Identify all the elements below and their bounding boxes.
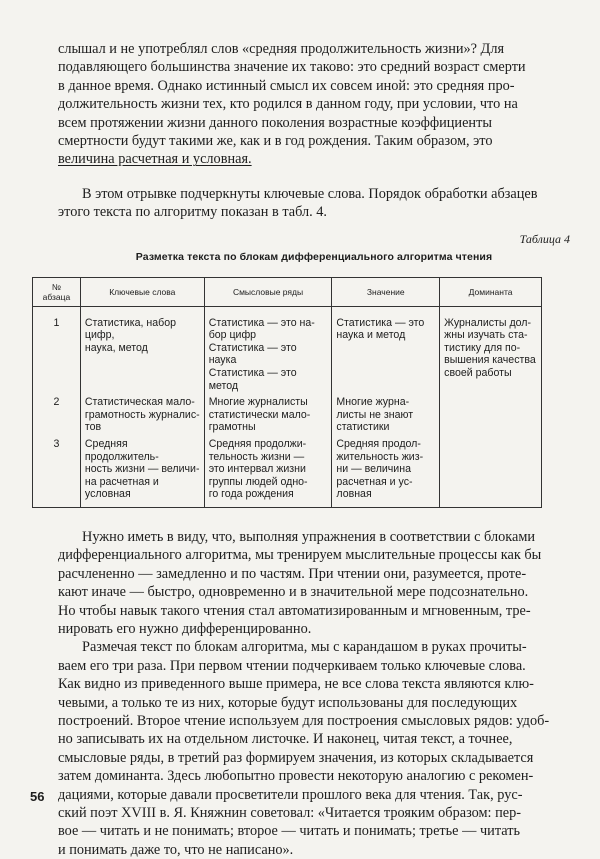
text-line: но записывать их на отдельном листочке. И наконец, читая текст, а точнее, <box>58 731 513 748</box>
header-dominant: Доминанта <box>440 277 542 306</box>
text-line: дифференциального алгоритма, мы тренируем мыслительные процессы как бы <box>58 547 542 564</box>
cell-semantic: Статистика — это на- бор цифр Статистика — это наука Статистика — это метод <box>204 306 332 392</box>
text-line: расчлененно — замедленно и по частям. При чтении они, разумеется, проте- <box>58 565 527 582</box>
text-line: подавляющего большинства значение их таково: это средний возраст смерти <box>58 59 526 76</box>
page-number: 56 <box>30 789 45 804</box>
cell-semantic: Многие журналисты статистически мало- грамотны <box>204 392 332 434</box>
text-line: в данное время. Однако истинный смысл их совсем иной: это средняя про- <box>58 77 515 94</box>
text-line: Нужно иметь в виду, что, выполняя упражнения в соответствии с блоками <box>82 528 536 545</box>
text-line: слышал и не употреблял слов «средняя продолжительность жизни»? Для <box>58 41 505 57</box>
cell-meaning: Многие журна- листы не знают статистики <box>332 392 440 434</box>
cell-dominant <box>440 392 542 434</box>
cell-semantic: Средняя продолжи- тельность жизни — это интервал жизни группы людей одно- го года рождения <box>204 434 332 507</box>
text-line: Размечая текст по блокам алгоритма, мы с карандашом в руках прочиты- <box>82 639 527 656</box>
cell-meaning: Средняя продол- жительность жиз- ни — величина расчетная и ус- ловная <box>332 434 440 507</box>
text-line: построений. Второе чтение используем для построения смысловых рядов: удоб- <box>58 713 550 730</box>
paragraph-1 <box>58 40 570 169</box>
table-header-row <box>33 277 542 306</box>
table-caption: Таблица 4 <box>519 231 570 246</box>
cell-dominant <box>440 434 542 507</box>
header-keywords: Ключевые слова <box>80 277 204 306</box>
text-line: ский поэт XVIII в. Я. Княжнин советовал: «Читается трояким образом: пер- <box>58 805 522 822</box>
cell-num: 1 <box>33 306 81 392</box>
cell-num: 2 <box>33 392 81 434</box>
text-line: ваем его три раза. При первом чтении подчеркиваем только ключевые слова. <box>58 657 526 674</box>
header-num: № абзаца <box>33 277 81 306</box>
cell-keywords: Средняя продолжитель- ность жизни — величи- на расчетная и условная <box>80 434 204 507</box>
text-line: Но чтобы навык такого чтения стал автоматизированным и мгновенным, тре- <box>58 602 531 619</box>
text-line: этого текста по алгоритму показан в табл. 4. <box>58 204 328 221</box>
header-meaning: Значение <box>332 277 440 306</box>
text-line: В этом отрывке подчеркнуты ключевые слова. Порядок обработки абзацев <box>82 185 538 202</box>
table-title: Разметка текста по блокам дифференциального алгоритма чтения <box>135 250 493 263</box>
text-line: нировать его нужно дифференцированно. <box>58 621 312 637</box>
table-row <box>33 306 542 392</box>
text-line: смысловые ряды, в третий раз формируем значения, из которых складывается <box>58 749 534 766</box>
text-line: всем протяжении жизни данного поколения возрастные коэффициенты <box>58 114 492 131</box>
text-line: должительность жизни тех, кто родился в данном году, при условии, что на <box>58 96 518 113</box>
markup-table <box>32 277 542 508</box>
text-line: дациями, которые давали просветители прошлого века для чтения. Так, рус- <box>58 786 523 803</box>
cell-num: 3 <box>33 434 81 507</box>
underlined-keywords: величина расчетная и условная. <box>58 151 252 168</box>
text-line: затем доминанта. Здесь любопытно провести некоторую аналогию с рекомен- <box>58 768 534 785</box>
paragraph-3 <box>58 528 570 638</box>
paragraph-4 <box>58 638 570 859</box>
header-semantic: Смысловые ряды <box>204 277 332 306</box>
text-line: Как видно из приведенного выше примера, не все слова текста являются клю- <box>58 676 534 693</box>
cell-dominant: Журналисты дол- жны изучать ста- тистику для по- вышения качества своей работы <box>440 306 542 392</box>
text-line: вое — читать и не понимать; второе — читать и понимать; третье — читать <box>58 823 520 840</box>
text-line: чевыми, а только те из них, которые будут использованы для последующих <box>58 694 518 711</box>
cell-keywords: Статистическая мало- грамотность журналис- тов <box>80 392 204 434</box>
page-content <box>42 40 570 859</box>
cell-keywords: Статистика, набор цифр, наука, метод <box>80 306 204 392</box>
cell-meaning: Статистика — это наука и метод <box>332 306 440 392</box>
text-line: смертности будут такими же, как и в год рождения. Таким образом, это <box>58 133 493 150</box>
table-row <box>33 434 542 507</box>
paragraph-2 <box>58 185 570 222</box>
text-line: кают иначе — быстро, одновременно и в значительной мере подсознательно. <box>58 584 529 601</box>
text-line <box>58 150 570 168</box>
text-line: и понимать даже то, что не написано». <box>58 841 294 858</box>
table-row <box>33 392 542 434</box>
